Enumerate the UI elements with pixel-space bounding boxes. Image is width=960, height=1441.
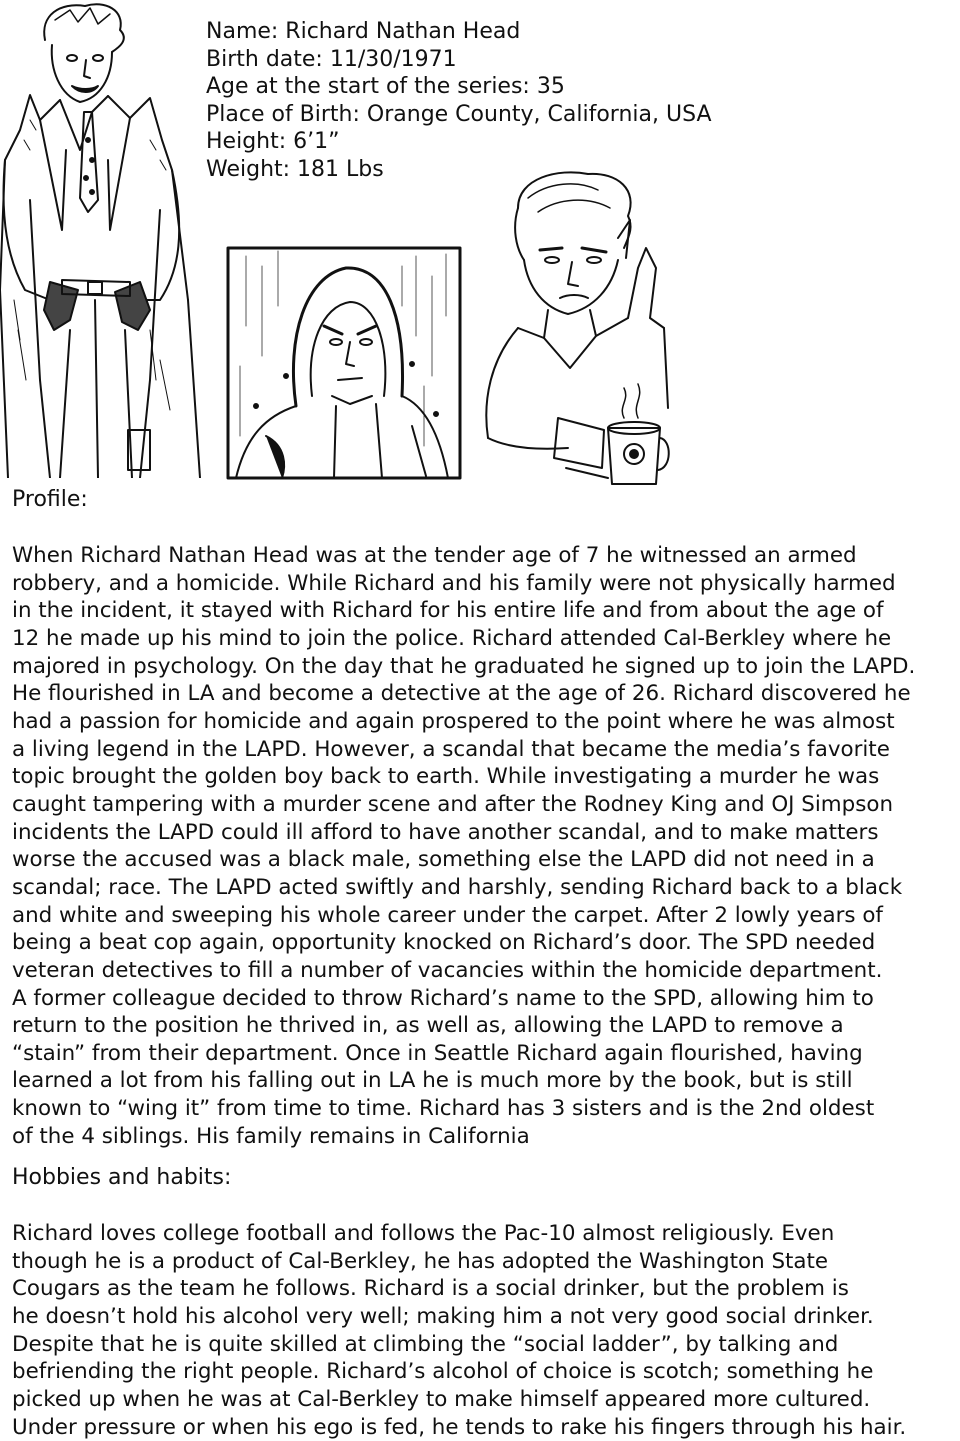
text-line: had a passion for homicide and again prospered to the point where he was almost xyxy=(12,708,895,734)
text-line: of the 4 siblings. His family remains in California xyxy=(12,1123,530,1149)
text-line: return to the position he thrived in, as well as, allowing the LAPD to remove a xyxy=(12,1013,844,1039)
text-line: veteran detectives to fill a number of vacancies within the homicide department. xyxy=(12,957,883,983)
text-line: known to “wing it” from time to time. Richard has 3 sisters and is the 2nd oldest xyxy=(12,1096,875,1122)
character-info xyxy=(206,18,712,183)
place-of-birth-line: Place of Birth: Orange County, California, USA xyxy=(206,101,712,127)
text-line: a living legend in the LAPD. However, a scandal that became the media’s favorite xyxy=(12,736,890,762)
text-line: When Richard Nathan Head was at the tender age of 7 he witnessed an armed xyxy=(12,543,857,568)
profile-heading: Profile: xyxy=(12,487,88,512)
text-line: Under pressure or when his ego is fed, he tends to rake his fingers through his hair. xyxy=(12,1414,907,1440)
age-line: Age at the start of the series: 35 xyxy=(206,74,565,99)
text-line: scandal; race. The LAPD acted swiftly and harshly, sending Richard back to a black xyxy=(12,874,903,900)
text-line: worse the accused was a black male, something else the LAPD did not need in a xyxy=(12,847,875,873)
text-line: Despite that he is quite skilled at climbing the “social ladder”, by talking and xyxy=(12,1331,839,1357)
coffee-mug-sketch xyxy=(478,168,670,490)
text-line: Richard loves college football and follows the Pac-10 almost religiously. Even xyxy=(12,1221,835,1246)
text-line: being a beat cop again, opportunity knocked on Richard’s door. The SPD needed xyxy=(12,930,876,956)
text-line: in the incident, it stayed with Richard for his entire life and from about the age of xyxy=(12,598,884,624)
birth-date-line: Birth date: 11/30/1971 xyxy=(206,46,457,72)
hooded-rain-panel xyxy=(226,246,462,480)
height-line: Height: 6’1” xyxy=(206,129,340,154)
text-line: he doesn’t hold his alcohol very well; making him a not very good social drinker. xyxy=(12,1303,874,1329)
hobbies-paragraph xyxy=(12,1220,960,1441)
text-line: picked up when he was at Cal-Berkley to make himself appeared more cultured. xyxy=(12,1386,871,1412)
full-body-sketch xyxy=(0,0,208,478)
text-line: though he is a product of Cal-Berkley, he has adopted the Washington State xyxy=(12,1248,829,1274)
text-line: topic brought the golden boy back to earth. While investigating a murder he was xyxy=(12,764,880,790)
text-line: “stain” from their department. Once in Seattle Richard again flourished, having xyxy=(12,1040,863,1066)
text-line: He flourished in LA and become a detective at the age of 26. Richard discovered he xyxy=(12,681,911,707)
name-line: Name: Richard Nathan Head xyxy=(206,19,521,44)
text-line: befriending the right people. Richard’s alcohol of choice is scotch; something he xyxy=(12,1359,874,1385)
text-line: caught tampering with a murder scene and after the Rodney King and OJ Simpson xyxy=(12,791,894,817)
weight-line: Weight: 181 Lbs xyxy=(206,156,384,182)
profile-paragraph xyxy=(12,542,960,1150)
text-line: and white and sweeping his whole career under the carpet. After 2 lowly years of xyxy=(12,902,883,928)
hobbies-heading: Hobbies and habits: xyxy=(12,1165,232,1190)
text-line: robbery, and a homicide. While Richard and his family were not physically harmed xyxy=(12,570,896,596)
text-line: incidents the LAPD could ill afford to have another scandal, and to make matters xyxy=(12,819,879,845)
text-line: 12 he made up his mind to join the police. Richard attended Cal-Berkley where he xyxy=(12,625,892,651)
text-line: majored in psychology. On the day that he graduated he signed up to join the LAPD. xyxy=(12,653,916,679)
text-line: Cougars as the team he follows. Richard is a social drinker, but the problem is xyxy=(12,1276,849,1302)
text-line: A former colleague decided to throw Richard’s name to the SPD, allowing him to xyxy=(12,985,874,1011)
text-line: learned a lot from his falling out in LA he is much more by the book, but is still xyxy=(12,1068,853,1094)
